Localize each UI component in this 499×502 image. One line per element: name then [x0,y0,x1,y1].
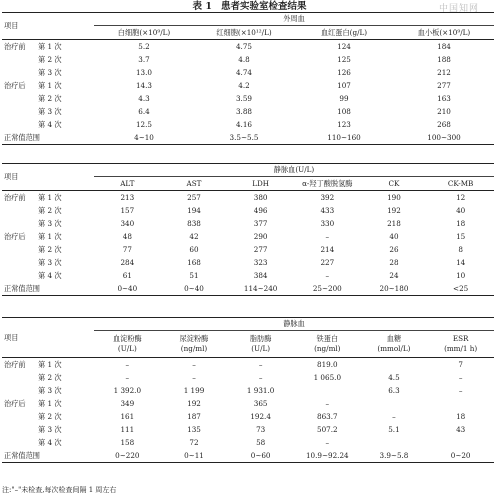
row-label [2,92,94,105]
value-cell: 4.2 [238,80,250,90]
value-cell: 18 [456,218,466,228]
value-cell: 100~300 [394,131,494,145]
value-cell: 26 [389,244,399,254]
column-unit: (mmol/L) [377,344,411,353]
value-cell: 218 [387,218,401,228]
value-cell: – [94,358,161,372]
visit-label: 第 2 次 [38,372,62,382]
column-unit: (mm/1 h) [444,344,478,353]
column-header: 血红蛋白(g/L) [294,26,394,40]
phase-label: 治疗后 [4,398,26,408]
row-label [2,40,94,54]
visit-label: 第 3 次 [38,106,62,116]
value-cell: 330 [320,218,335,228]
row-label: 正常值范围 [2,449,94,463]
value-cell: 8 [458,244,463,254]
value-cell: 108 [337,106,351,116]
visit-label: 第 1 次 [38,359,62,369]
value-cell: 73 [256,424,266,434]
value-cell: 1 199 [183,385,205,395]
value-cell: 4~10 [94,131,194,145]
visit-label: 第 2 次 [38,93,62,103]
value-cell: 43 [456,424,466,434]
value-cell: 3.88 [235,106,252,116]
value-cell: 214 [320,244,335,254]
value-cell: 213 [94,191,161,205]
table-row [2,79,494,92]
value-cell: 124 [294,40,394,54]
value-cell: 1 392.0 [113,385,142,395]
value-cell: 323 [253,257,268,267]
value-cell: 42 [189,231,199,241]
value-cell: 61 [122,270,132,280]
table-row [2,243,494,256]
value-cell: 12.5 [135,119,152,129]
value-cell: 48 [122,231,132,241]
value-cell: 380 [227,191,294,205]
watermark-logo: 中国知网 [438,4,479,14]
value-cell: 1 931.0 [246,385,275,395]
value-cell: 14.3 [135,80,152,90]
value-cell: 284 [120,257,135,267]
column-name: ESR [452,334,469,343]
column-name: 血糖 [386,334,402,343]
value-cell: 24 [389,270,399,280]
value-cell: 349 [120,398,135,408]
value-cell: 194 [187,205,201,215]
table-number: 表 1 [192,1,212,12]
value-cell: 10.9~92.24 [294,449,361,463]
value-cell: 12 [427,191,494,205]
value-cell: 5.1 [388,424,400,434]
value-cell: 123 [337,119,351,129]
value-cell: 0~220 [94,449,161,463]
visit-label: 第 3 次 [38,257,62,267]
value-cell: 13.0 [135,67,152,77]
value-cell: – [458,385,463,395]
value-cell: 212 [437,67,451,77]
column-name: 铁蛋白 [316,334,339,343]
value-cell: 0~40 [94,282,161,296]
row-label [2,423,94,436]
value-cell: 161 [120,411,135,421]
value-cell: 77 [122,244,132,254]
value-cell: 4.8 [238,54,250,64]
visit-label: 第 3 次 [38,218,62,228]
value-cell: 863.7 [317,411,338,421]
value-cell: 257 [161,191,228,205]
row-label [2,243,94,256]
column-header: 白细胞(×10⁹/L) [94,26,194,40]
normal-range-row [2,131,494,145]
column-header: 血小板(×10⁹/L) [394,26,494,40]
table-caption: 患者实验室检查结果 [220,1,307,12]
table-footnote: 注:"–"未检查,每次检查间隔 1 周左右 [2,486,117,494]
column-header: LDH [227,177,294,191]
table-row [2,118,494,131]
value-cell: 3.9~5.8 [361,449,428,463]
value-cell: 507.2 [317,424,338,434]
value-cell: 290 [253,231,268,241]
value-cell [427,436,494,449]
value-cell: 496 [253,205,268,215]
value-cell: 126 [337,67,351,77]
group-header: 外周血 [94,13,494,26]
value-cell: 5.2 [94,40,194,54]
value-cell: 99 [339,93,349,103]
table-row [2,384,494,397]
value-cell: 187 [187,411,201,421]
column-header [361,331,428,358]
value-cell: 20~180 [361,282,428,296]
row-label [2,53,94,66]
value-cell: 4.16 [235,119,252,129]
row-label [2,105,94,118]
value-cell: – [325,231,330,241]
value-cell: 192 [187,398,201,408]
visit-label: 第 1 次 [38,231,62,241]
value-cell: 110~160 [294,131,394,145]
value-cell [294,384,361,397]
value-cell: – [325,398,330,408]
value-cell: 158 [120,437,135,447]
value-cell: 60 [189,244,199,254]
value-cell: 3.7 [138,54,150,64]
column-name: 血淀粉酶 [112,334,142,343]
item-header: 项目 [2,164,94,191]
value-cell: – [325,270,330,280]
row-label [2,358,94,372]
table-title [0,1,499,12]
value-cell: 0~60 [227,449,294,463]
column-header: ALT [94,177,161,191]
value-cell: 192 [387,205,401,215]
value-cell: 384 [253,270,268,280]
column-header: AST [161,177,228,191]
value-cell: 210 [437,106,451,116]
value-cell: 0~20 [427,449,494,463]
value-cell: 111 [120,424,135,434]
value-cell: 4.75 [194,40,294,54]
value-cell: 58 [256,437,266,447]
column-name: 尿淀粉酶 [179,334,209,343]
value-cell: 1 065.0 [313,372,342,382]
venous-enzyme-table [2,163,494,296]
value-cell: 25~200 [294,282,361,296]
value-cell: 15 [456,231,466,241]
table-row [2,66,494,79]
visit-label: 第 4 次 [38,119,62,129]
table-row [2,423,494,436]
value-cell: 277 [437,80,451,90]
column-header: CK-MB [427,177,494,191]
table-row [2,230,494,243]
column-unit: (U/L) [117,344,137,353]
row-label [2,436,94,449]
value-cell: 4.74 [235,67,252,77]
column-name: 脂肪酶 [249,334,272,343]
visit-label: 第 1 次 [38,398,62,408]
row-label [2,397,94,410]
column-header: α-羟丁酸脱氢酶 [294,177,361,191]
value-cell: 14 [456,257,466,267]
normal-range-row [2,282,494,296]
value-cell: <25 [427,282,494,296]
table-row [2,410,494,423]
value-cell: – [227,358,294,372]
visit-label: 第 1 次 [38,192,62,202]
value-cell: 28 [389,257,399,267]
table-row [2,105,494,118]
item-header: 项目 [2,13,94,40]
column-unit: (ng/ml) [314,344,341,353]
value-cell: 365 [253,398,268,408]
column-header [294,331,361,358]
column-unit: (U/L) [251,344,271,353]
value-cell: 227 [320,257,335,267]
value-cell: – [125,372,130,382]
phase-label: 治疗前 [4,192,26,202]
value-cell: 0~40 [161,282,228,296]
value-cell [361,397,428,410]
table-row [2,256,494,269]
value-cell [361,436,428,449]
value-cell: 135 [187,424,201,434]
value-cell: 168 [187,257,201,267]
value-cell: 51 [189,270,199,280]
table-row [2,191,494,205]
value-cell: 157 [120,205,135,215]
value-cell: – [458,372,463,382]
peripheral-blood-table [2,12,494,145]
group-header: 静脉血 [94,318,494,331]
value-cell: 433 [320,205,335,215]
row-label [2,269,94,282]
table-row [2,269,494,282]
visit-label: 第 3 次 [38,424,62,434]
value-cell: 184 [394,40,494,54]
visit-label: 第 4 次 [38,270,62,280]
value-cell: – [161,358,228,372]
value-cell: 40 [389,231,399,241]
phase-label: 治疗后 [4,80,26,90]
row-label [2,384,94,397]
row-label [2,371,94,384]
row-label [2,230,94,243]
value-cell: 107 [337,80,351,90]
value-cell [427,397,494,410]
value-cell: 3.5~5.5 [194,131,294,145]
row-label [2,204,94,217]
phase-label: 治疗后 [4,231,26,241]
row-label [2,66,94,79]
item-header: 项目 [2,318,94,358]
value-cell: 4.5 [388,372,400,382]
column-header [161,331,228,358]
visit-label: 第 2 次 [38,54,62,64]
value-cell: – [325,437,330,447]
value-cell: 268 [437,119,451,129]
value-cell: 7 [427,358,494,372]
visit-label: 第 1 次 [38,41,62,51]
phase-label: 治疗前 [4,359,26,369]
value-cell: 6.4 [138,106,150,116]
table-row [2,358,494,372]
group-header: 静脉血(U/L) [94,164,494,177]
table-row [2,371,494,384]
value-cell: 6.3 [388,385,400,395]
column-header [94,331,161,358]
value-cell: 72 [189,437,199,447]
value-cell: – [392,411,396,421]
visit-label: 第 3 次 [38,385,62,395]
value-cell: 192.4 [250,411,271,421]
visit-label: 第 3 次 [38,67,62,77]
value-cell: 18 [456,411,466,421]
value-cell [361,358,428,372]
value-cell: 125 [337,54,351,64]
value-cell: 163 [437,93,451,103]
row-label [2,410,94,423]
visit-label: 第 2 次 [38,244,62,254]
value-cell: 277 [253,244,268,254]
column-header: CK [361,177,428,191]
value-cell: – [258,372,263,382]
value-cell: – [192,372,196,382]
table-row [2,397,494,410]
phase-label: 治疗前 [4,41,26,51]
row-label: 正常值范围 [2,282,94,296]
table-row [2,204,494,217]
row-label [2,191,94,205]
normal-range-row [2,449,494,463]
row-label [2,79,94,92]
value-cell: 3.59 [235,93,252,103]
visit-label: 第 2 次 [38,205,62,215]
visit-label: 第 1 次 [38,80,62,90]
value-cell: 377 [253,218,268,228]
table-row [2,53,494,66]
table-row [2,92,494,105]
value-cell: 838 [187,218,201,228]
value-cell: 4.3 [138,93,150,103]
column-unit: (ng/ml) [180,344,208,353]
visit-label: 第 2 次 [38,411,62,421]
venous-blood-table [2,317,494,463]
value-cell: 40 [456,205,466,215]
table-row [2,40,494,54]
row-label: 正常值范围 [2,131,94,145]
column-header [227,331,294,358]
column-header: 红细胞(×10¹²/L) [194,26,294,40]
row-label [2,118,94,131]
visit-label: 第 4 次 [38,437,62,447]
value-cell: 10 [456,270,466,280]
value-cell: 819.0 [294,358,361,372]
table-row [2,217,494,230]
table-row [2,436,494,449]
row-label [2,256,94,269]
value-cell: 0~11 [161,449,228,463]
value-cell: 188 [437,54,451,64]
column-header [427,331,494,358]
value-cell: 114~240 [227,282,294,296]
value-cell: 392 [294,191,361,205]
value-cell: 190 [361,191,428,205]
row-label [2,217,94,230]
value-cell: 340 [120,218,135,228]
